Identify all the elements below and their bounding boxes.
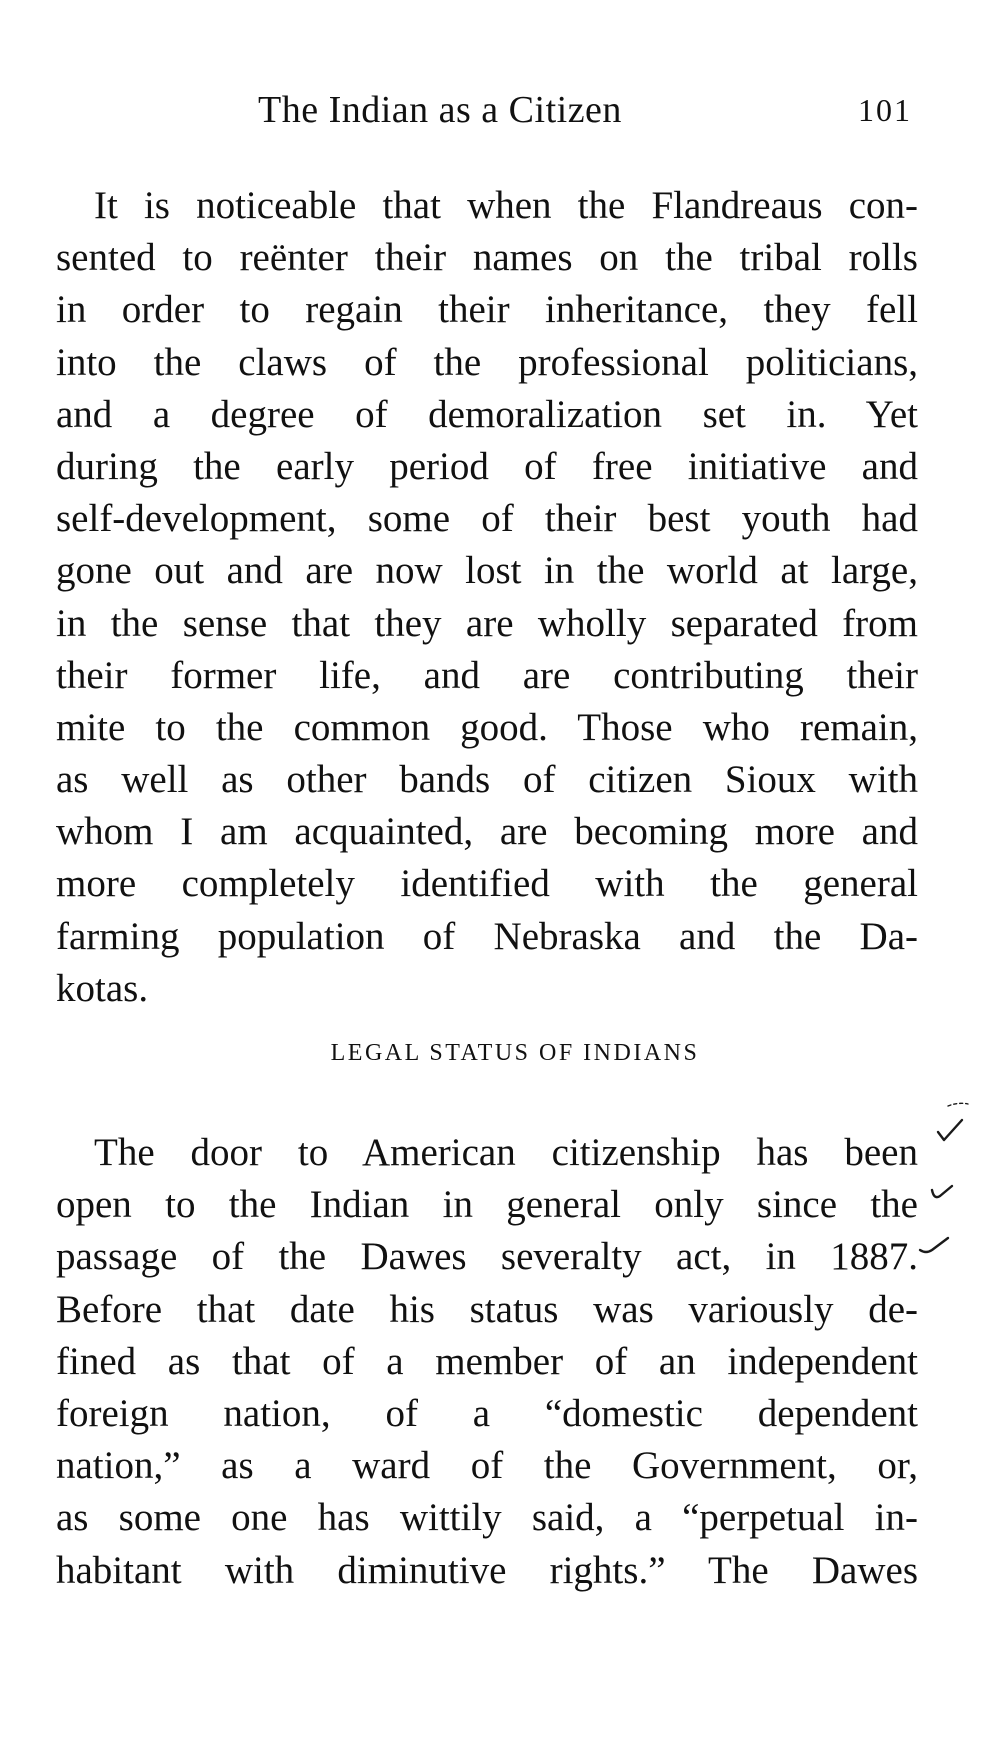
text-line: in order to regain their inheritance, they fell <box>56 288 918 332</box>
text-line: their former life, and are contributing their <box>56 653 918 697</box>
text-line: more completely identified with the general <box>56 862 918 906</box>
text-line: and a degree of demoralization set in. Yet <box>56 392 918 436</box>
handwritten-margin-marks <box>918 1100 978 1280</box>
text-line: farming population of Nebraska and the Da- <box>56 914 918 958</box>
text-line: It is noticeable that when the Flandreaus con- <box>94 184 918 227</box>
text-line: self-development, some of their best youth had <box>56 497 918 541</box>
margin-tick-mark <box>948 1103 968 1106</box>
text-line: kotas. <box>56 966 149 1010</box>
page-number: 101 <box>858 92 912 128</box>
text-line: fined as that of a member of an independent <box>56 1339 918 1383</box>
text-line: into the claws of the professional politicians, <box>56 340 918 384</box>
paragraph-flandreaus <box>56 180 918 1015</box>
text-line: as well as other bands of citizen Sioux with <box>56 758 918 802</box>
margin-tick-mark <box>938 1120 962 1140</box>
text-line: foreign nation, of a “domestic dependent <box>56 1391 918 1435</box>
text-line: gone out and are now lost in the world at large, <box>56 549 918 593</box>
running-title: The Indian as a Citizen <box>258 89 622 131</box>
margin-tick-mark <box>932 1186 952 1197</box>
text-line: habitant with diminutive rights.” The Dawes <box>56 1548 918 1592</box>
text-line: The door to American citizenship has been <box>94 1131 918 1174</box>
margin-tick-mark <box>920 1238 948 1252</box>
text-line: Before that date his status was variously de- <box>56 1287 918 1331</box>
text-line: as some one has wittily said, a “perpetual in- <box>56 1496 918 1540</box>
text-line: sented to reënter their names on the tribal rolls <box>56 236 918 280</box>
text-line: passage of the Dawes severalty act, in 1887. <box>56 1235 918 1279</box>
text-line: nation,” as a ward of the Government, or, <box>56 1444 918 1488</box>
text-line: during the early period of free initiative and <box>56 444 918 488</box>
text-line: in the sense that they are wholly separated from <box>56 601 918 645</box>
text-line: whom I am acquainted, are becoming more and <box>56 810 918 854</box>
text-line: mite to the common good. Those who remain, <box>56 705 918 749</box>
text-line: open to the Indian in general only since the <box>56 1183 918 1227</box>
running-head <box>0 88 1000 148</box>
paragraph-legal-status <box>56 1127 918 1597</box>
section-heading: LEGAL STATUS OF INDIANS <box>330 1040 700 1066</box>
